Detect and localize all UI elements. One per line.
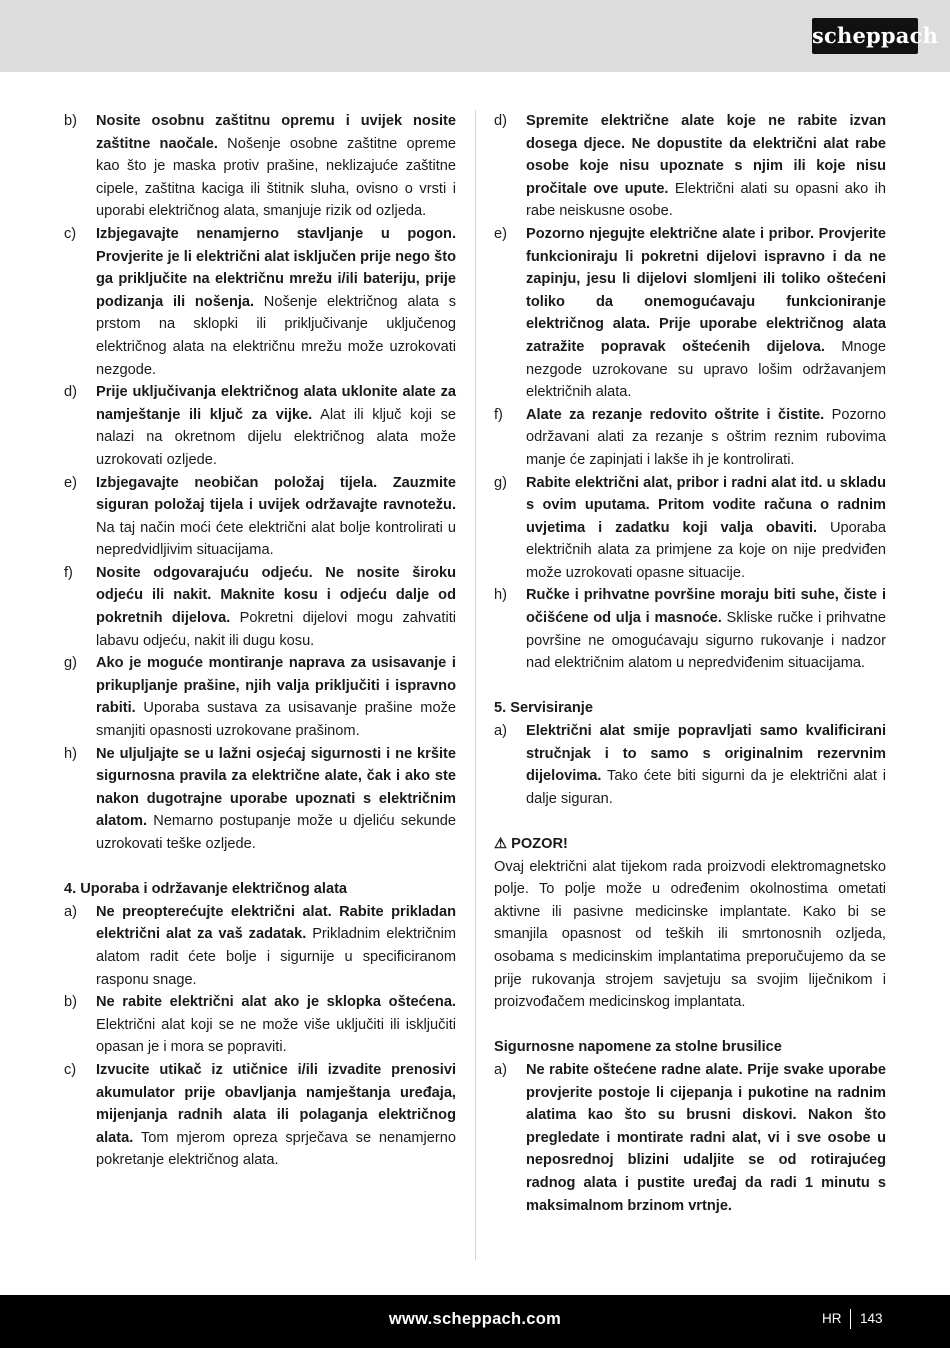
list-items-grinder — [494, 1059, 886, 1217]
list-item-bold-text: Nosite odgovarajuću odjeću. Ne nosite široku odjeću ili nakit. Maknite kosu i odjeću dalje od pokretnih dijelova. — [96, 564, 456, 627]
spacer — [494, 1014, 886, 1037]
list-item-body — [96, 991, 456, 1059]
list-item-text: Uporaba električnih alata za primjene za koje on nije predviđen može uzrokovati opasne situacije. — [526, 519, 886, 581]
list-item-body — [526, 584, 886, 674]
list-item-bold-text: Pozorno njegujte električne alate i pribor. Provjerite funkcioniraju li pokretni dijelovi ispravno i da ne zapinju, jesu li dijelovi slomljeni ili toliko oštećeni toliko da onemogućavaju funkcioniranje električnog alata. Prije uporabe električnog alata zatražite popravak oštećenih dijelova. — [526, 225, 886, 355]
list-item-text: Električni alati su opasni ako ih rabe neiskusne osobe. — [526, 180, 887, 220]
list-item-body — [526, 223, 886, 404]
list-item-text: Pokretni dijelovi mogu zahvatiti labavu odjeću, nakit ili dugu kosu. — [96, 610, 456, 649]
list-item-bold-text: Ne preopterećujte električni alat. Rabite prikladan električni alat za vaš zadatak. — [96, 903, 456, 943]
list-item-body — [526, 720, 886, 810]
list-item-bold-text: Ako je moguće montiranje naprava za usisavanje i prikupljanje prašine, njih valja priključiti i ispravno rabiti. — [96, 655, 456, 717]
list-item — [494, 110, 886, 223]
spacer — [494, 675, 886, 698]
section-4-title: 4. Uporaba i održavanje električnog alata — [64, 881, 348, 898]
list-item-text: Nošenje električnog alata s prstom na sklopki ili priključivanje uključenog električnog alata na električnu mrežu može uzrokovati nezgode. — [96, 293, 456, 378]
list-item-letter: g) — [494, 474, 507, 491]
brand-logo — [812, 18, 939, 54]
list-item-body — [96, 743, 456, 856]
list-item-body — [96, 472, 456, 562]
list-item-bold-text: Ručke i prihvatne površine moraju biti suhe, čiste i očišćene od ulja i masnoće. — [526, 587, 886, 627]
list-items-section-4 — [64, 901, 456, 1172]
list-item-bold-text: Izbjegavajte neobičan položaj tijela. Zauzmite siguran položaj tijela i uvijek održavajte ravnotežu. — [96, 474, 456, 514]
list-item-letter: a) — [494, 1061, 507, 1078]
list-item-body — [96, 652, 456, 742]
footer-language-code: HR — [822, 1309, 851, 1329]
list-item-bold-text: Ne rabite oštećene radne alate. Prije svake uporabe provjerite postoje li cijepanja i pukotine na radnim alatima kao što su brusni diskovi. Nakon što pregledate i montirate radni alat, vi i sve osobe u neposrednoj blizini udaljite se od rotirajućeg radnog alata i pustite uređaj da radi 1 minutu s maksimalnom brzinom vrtnje. — [526, 1061, 886, 1214]
warning-title: POZOR! — [511, 836, 568, 852]
list-item-bold-text: Ne rabite električni alat ako je sklopka oštećena. — [96, 994, 456, 1011]
list-item — [494, 1059, 886, 1217]
list-item-text: Na taj način moći ćete električni alat bolje kontrolirati u nepredvidljivim situacijama. — [96, 519, 456, 559]
list-item-body — [526, 110, 886, 223]
list-item — [494, 404, 886, 472]
warning-heading — [494, 833, 886, 856]
list-item-body — [96, 110, 456, 223]
list-item — [64, 743, 456, 856]
list-item-bold-text: Ne uljuljajte se u lažni osjećaj sigurnosti i ne kršite sigurnosna pravila za električne alate, čak i ako ste nakon dugotrajne uporabe upoznati s električnim alatom. — [96, 745, 456, 830]
list-items-top-right — [494, 110, 886, 675]
list-item — [494, 223, 886, 404]
list-item-letter: c) — [64, 225, 77, 242]
list-item-text: Tako ćete biti sigurni da je električni alat i dalje siguran. — [526, 768, 886, 807]
list-item — [64, 472, 456, 562]
list-item-text: Prikladnim električnim alatom radit ćete bolje i sigurnije u specificiranom rasponu snage. — [96, 926, 456, 988]
list-item-letter: h) — [64, 745, 77, 762]
list-item-letter: c) — [64, 1061, 77, 1078]
list-item-letter: b) — [64, 994, 77, 1011]
column-divider — [475, 110, 476, 1260]
list-item-text: Pozorno održavani alati za rezanje s oštrim reznim rubovima manje će zapinjati i lakše ih je kontrolirati. — [526, 406, 886, 468]
list-item-letter: d) — [64, 384, 77, 401]
spacer — [64, 856, 456, 879]
list-item-letter: b) — [64, 113, 77, 129]
list-item-bold-text: Izvucite utikač iz utičnice i/ili izvadite prenosivi akumulator prije obavljanja namještanja uređaja, mijenjanja radnih alata ili polaganja električnog alata. — [96, 1061, 456, 1146]
list-item — [64, 991, 456, 1059]
left-column — [64, 110, 456, 1172]
list-item — [494, 584, 886, 674]
list-item-text: Električni alat koji se ne može više uključiti ili isključiti opasan je i mora se popraviti. — [96, 1016, 456, 1056]
list-item-bold-text: Rabite električni alat, pribor i radni alat itd. u skladu s ovim uputama. Pritom vodite računa o radnim uvjetima i zadatku koji valja obaviti. — [526, 474, 886, 536]
header-band — [0, 0, 950, 72]
grinder-section-title: Sigurnosne napomene za stolne brusilice — [494, 1039, 782, 1056]
list-item-text: Nemarno postupanje može u djeliću sekunde uzrokovati teške ozljede. — [96, 813, 456, 852]
list-item — [494, 472, 886, 585]
list-item-text: Nošenje osobne zaštitne opreme kao što je maska protiv prašine, neklizajuće zaštitne cipele, zaštitna kaciga ili štitnik sluha, ovisno o vrsti i uporabi električnog alata, smanjuje rizik od ozljeda. — [96, 135, 456, 220]
list-item — [494, 720, 886, 810]
footer-website-link[interactable]: www.scheppach.com — [388, 1310, 562, 1328]
list-item-letter: d) — [494, 113, 507, 129]
list-item-letter: f) — [494, 406, 503, 423]
list-item-bold-text: Alate za rezanje redovito oštrite i čistite. — [526, 406, 825, 423]
spacer — [494, 810, 886, 833]
list-item — [64, 652, 456, 742]
list-item-body — [96, 223, 456, 381]
list-item — [64, 223, 456, 381]
list-item — [64, 1059, 456, 1172]
list-item-text: Uporaba sustava za usisavanje prašine može smanjiti opasnosti uzrokovane prašinom. — [96, 700, 456, 740]
list-item — [64, 381, 456, 471]
right-column — [494, 110, 886, 1217]
list-item-text: Mnoge nezgode uzrokovane su upravo lošim održavanjem električnih alata. — [526, 338, 886, 401]
list-item-bold-text: Izbjegavajte nenamjerno stavljanje u pogon. Provjerite je li električni alat isključen prije nego što ga priključite na električnu mrežu i/ili bateriju, prije podizanja ili nošenja. — [96, 225, 456, 310]
list-item — [64, 901, 456, 991]
list-item-letter: f) — [64, 564, 73, 581]
warning-triangle-icon: ⚠ — [494, 836, 508, 852]
list-item — [64, 110, 456, 223]
list-item-letter: h) — [494, 587, 507, 604]
list-items-section-5 — [494, 720, 886, 810]
footer-bar — [0, 1295, 950, 1348]
list-item — [64, 562, 456, 652]
list-item-body — [96, 381, 456, 471]
logo-text: scheppach — [812, 23, 939, 48]
list-item-text: Skliske ručke i prihvatne površine ne omogućavaju sigurno rukovanje i nadzor nad električnim alatom u nepredviđenim situacijama. — [526, 610, 886, 672]
list-item-bold-text: Električni alat smije popravljati samo kvalificirani stručnjak i to samo s originalnim rezervnim dijelovima. — [526, 723, 886, 785]
list-item-text: Alat ili ključ koji se nalazi na okretnom dijelu električnog alata može uzrokovati ozljede. — [96, 406, 456, 468]
list-item-body — [526, 404, 886, 472]
list-item-letter: e) — [494, 225, 507, 242]
list-item-text: Tom mjerom opreza sprječava se nenamjerno pokretanje električnog alata. — [96, 1129, 456, 1169]
list-item-letter: a) — [494, 723, 507, 740]
list-item-letter: e) — [64, 474, 77, 491]
list-item-body — [96, 562, 456, 652]
list-item-bold-text: Prije uključivanja električnog alata uklonite alate za namještanje ili ključ za vijke. — [96, 384, 456, 423]
warning-text: Ovaj električni alat tijekom rada proizvodi elektromagnetsko polje. To polje može u određenim okolnostima ometati aktivne ili pasivne medicinske implantate. Kako bi se smanjila opasnost od teških ili smrtonosnih ozljeda, osobama s medicinskim implantatima preporučujemo da se prije rukovanja strojem savjetuju sa svojim liječnikom i proizvođačem medicinskog implantata. — [494, 858, 886, 1011]
footer-page-number: 143 — [860, 1311, 883, 1326]
list-item-letter: a) — [64, 903, 77, 920]
section-5-title: 5. Servisiranje — [494, 700, 593, 717]
list-items-top-left — [64, 110, 456, 856]
list-item-body — [96, 901, 456, 991]
list-item-body — [526, 472, 886, 585]
list-item-body — [96, 1059, 456, 1172]
list-item-body — [526, 1059, 886, 1217]
list-item-letter: g) — [64, 655, 77, 672]
list-item-bold-text: Nosite osobnu zaštitnu opremu i uvijek nosite zaštitne naočale. — [96, 113, 456, 152]
list-item-bold-text: Spremite električne alate koje ne rabite izvan dosega djece. Ne dopustite da električni alat rabe osobe koje nisu upoznate s njim ili koje nisu pročitale ove upute. — [526, 113, 886, 197]
